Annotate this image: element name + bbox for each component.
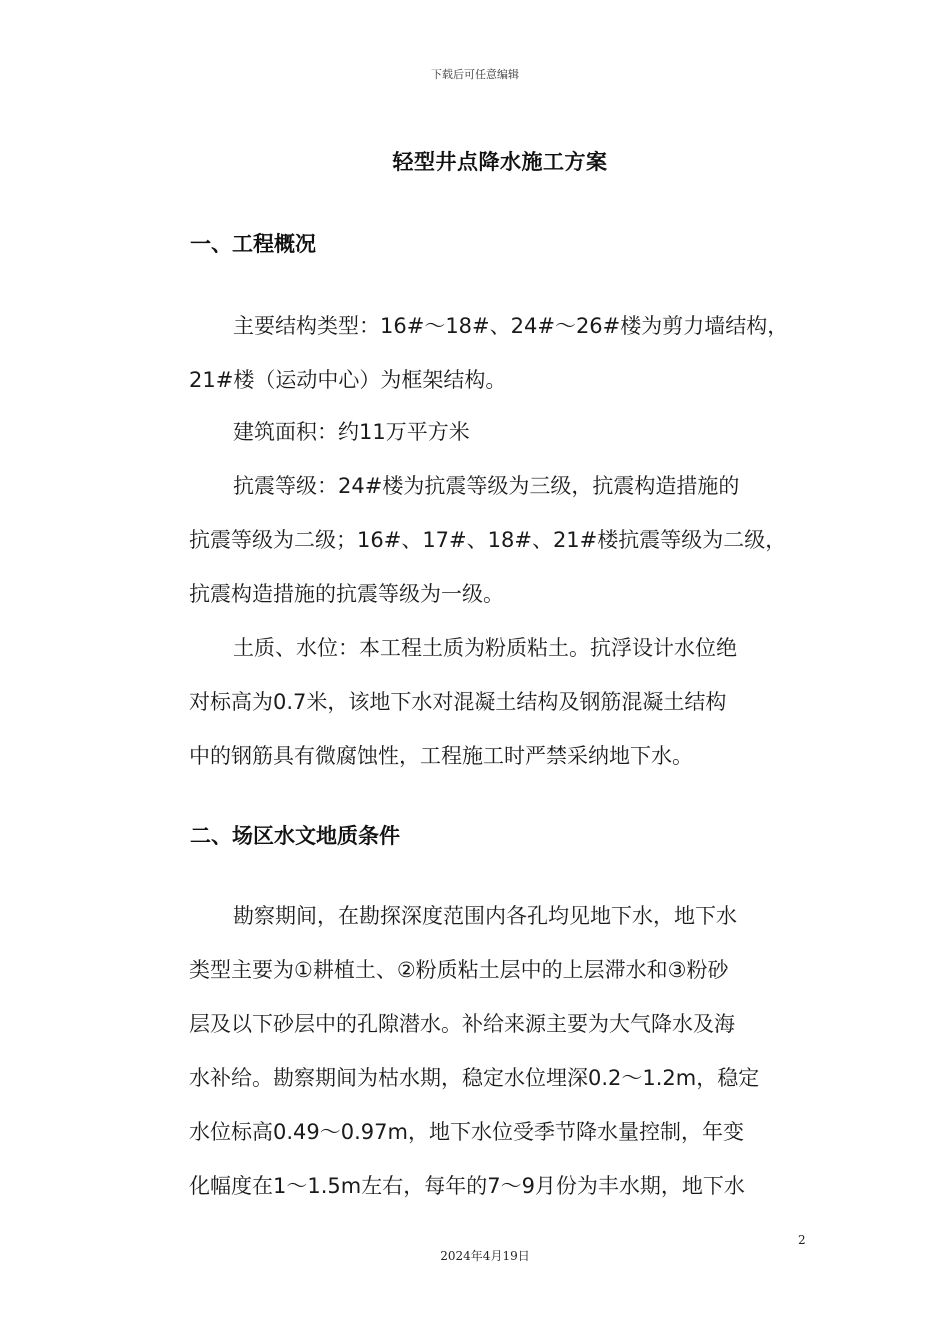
paragraph-line: 21#楼（运动中心）为框架结构。 — [189, 368, 507, 392]
paragraph-line: 对标高为0.7米，该地下水对混凝土结构及钢筋混凝土结构 — [189, 690, 727, 714]
paragraph-line: 水位标高0.49～0.97m，地下水位受季节降水量控制，年变 — [189, 1120, 744, 1144]
paragraph-line: 化幅度在1～1.5m左右，每年的7～9月份为丰水期，地下水 — [189, 1174, 745, 1198]
paragraph-line: 勘察期间，在勘探深度范围内各孔均见地下水，地下水 — [233, 904, 737, 928]
document-title: 轻型井点降水施工方案 — [392, 150, 608, 174]
section-heading-hydrogeology: 二、场区水文地质条件 — [190, 824, 400, 848]
paragraph-line: 土质、水位：本工程土质为粉质粘土。抗浮设计水位绝 — [233, 636, 737, 660]
paragraph-line: 建筑面积：约11万平方米 — [233, 420, 470, 444]
paragraph-line: 抗震构造措施的抗震等级为一级。 — [189, 582, 504, 606]
footer-date: 2024年4月19日 — [440, 1249, 530, 1263]
page-number: 2 — [798, 1233, 806, 1247]
section-heading-overview: 一、工程概况 — [190, 232, 316, 256]
paragraph-line: 抗震等级：24#楼为抗震等级为三级，抗震构造措施的 — [233, 474, 740, 498]
paragraph-line: 中的钢筋具有微腐蚀性，工程施工时严禁采纳地下水。 — [189, 744, 693, 768]
paragraph-line: 水补给。勘察期间为枯水期，稳定水位埋深0.2～1.2m，稳定 — [189, 1066, 760, 1090]
header-note: 下载后可任意编辑 — [431, 68, 519, 81]
paragraph-line: 层及以下砂层中的孔隙潜水。补给来源主要为大气降水及海 — [189, 1012, 735, 1036]
paragraph-line: 主要结构类型：16#～18#、24#～26#楼为剪力墙结构， — [233, 314, 789, 338]
paragraph-line: 抗震等级为二级；16#、17#、18#、21#楼抗震等级为二级， — [189, 528, 787, 552]
paragraph-line: 类型主要为①耕植土、②粉质粘土层中的上层滞水和③粉砂 — [189, 958, 729, 982]
